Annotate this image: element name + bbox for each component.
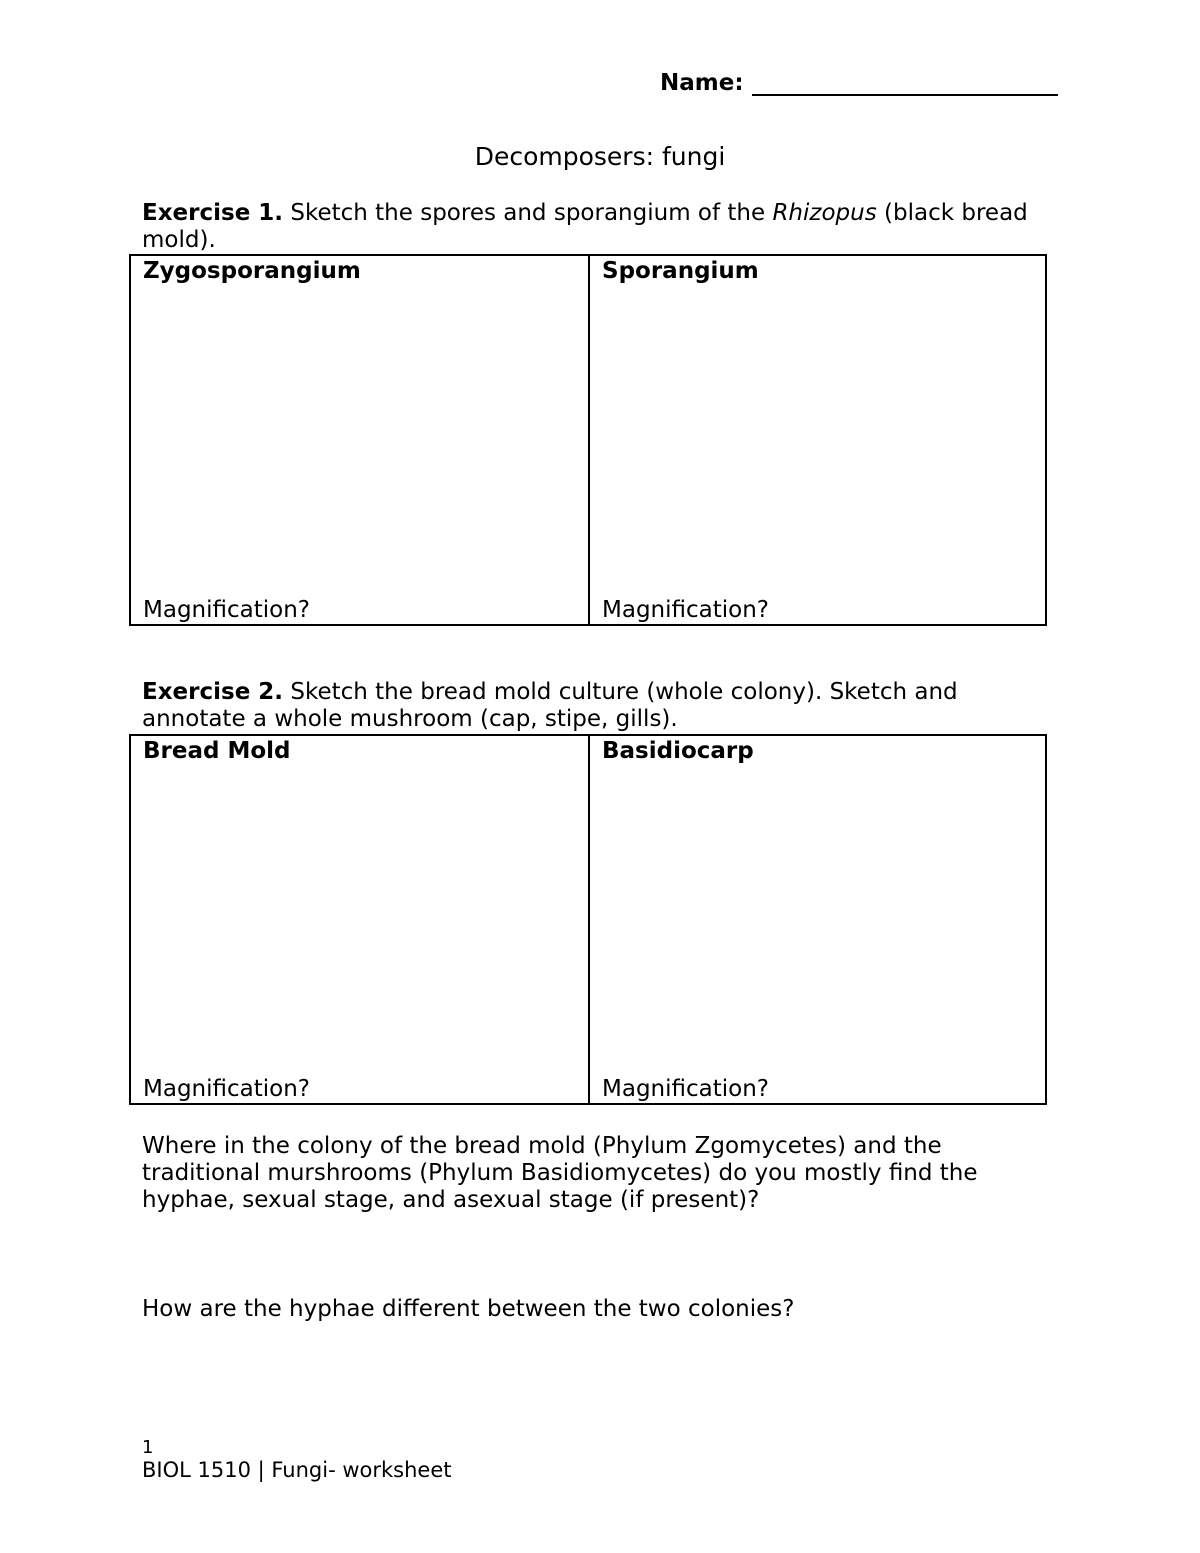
cell-heading: Bread Mold [143, 738, 291, 764]
sketch-cell-bread-mold[interactable] [131, 736, 588, 1103]
exercise-1-text-before: Sketch the spores and sporangium of the [283, 200, 773, 226]
page-number: 1 [142, 1437, 154, 1458]
magnification-label: Magnification? [143, 1076, 310, 1102]
cell-heading: Basidiocarp [602, 738, 754, 764]
cell-heading: Zygosporangium [143, 258, 361, 284]
name-label: Name: [660, 70, 744, 96]
footer-text: BIOL 1510 | Fungi- worksheet [142, 1458, 452, 1482]
exercise-2-label: Exercise 2. [142, 679, 284, 705]
exercise-1-italic-term: Rhizopus [772, 200, 877, 226]
sketch-cell-zygosporangium[interactable] [131, 256, 588, 624]
exercise-1-sketch-table [129, 254, 1047, 626]
question-hyphae-difference: How are the hyphae different between the two colonies? [142, 1296, 795, 1322]
exercise-2-sketch-table [129, 734, 1047, 1105]
question-colony-locations: Where in the colony of the bread mold (Phylum Zgomycetes) and the traditional murshrooms (Phylum Basidiomycetes) do you mostly find the hyphae, sexual stage, and asexual stage (if present)? [142, 1133, 978, 1213]
exercise-1-label: Exercise 1. [142, 200, 284, 226]
sketch-cell-basidiocarp[interactable] [588, 736, 1045, 1103]
name-field [660, 68, 1058, 96]
page-title: Decomposers: fungi [474, 142, 726, 171]
exercise-1-text-after: (black bread mold). [142, 200, 1028, 253]
magnification-label: Magnification? [602, 597, 769, 623]
magnification-label: Magnification? [602, 1076, 769, 1102]
exercise-1-instructions [142, 200, 1052, 254]
exercise-2-instructions [142, 679, 1052, 733]
sketch-cell-sporangium[interactable] [588, 256, 1045, 624]
exercise-2-text: Sketch the bread mold culture (whole colony). Sketch and annotate a whole mushroom (cap, stipe, gills). [142, 679, 958, 732]
name-blank-line[interactable] [752, 68, 1058, 96]
magnification-label: Magnification? [143, 597, 310, 623]
cell-heading: Sporangium [602, 258, 759, 284]
